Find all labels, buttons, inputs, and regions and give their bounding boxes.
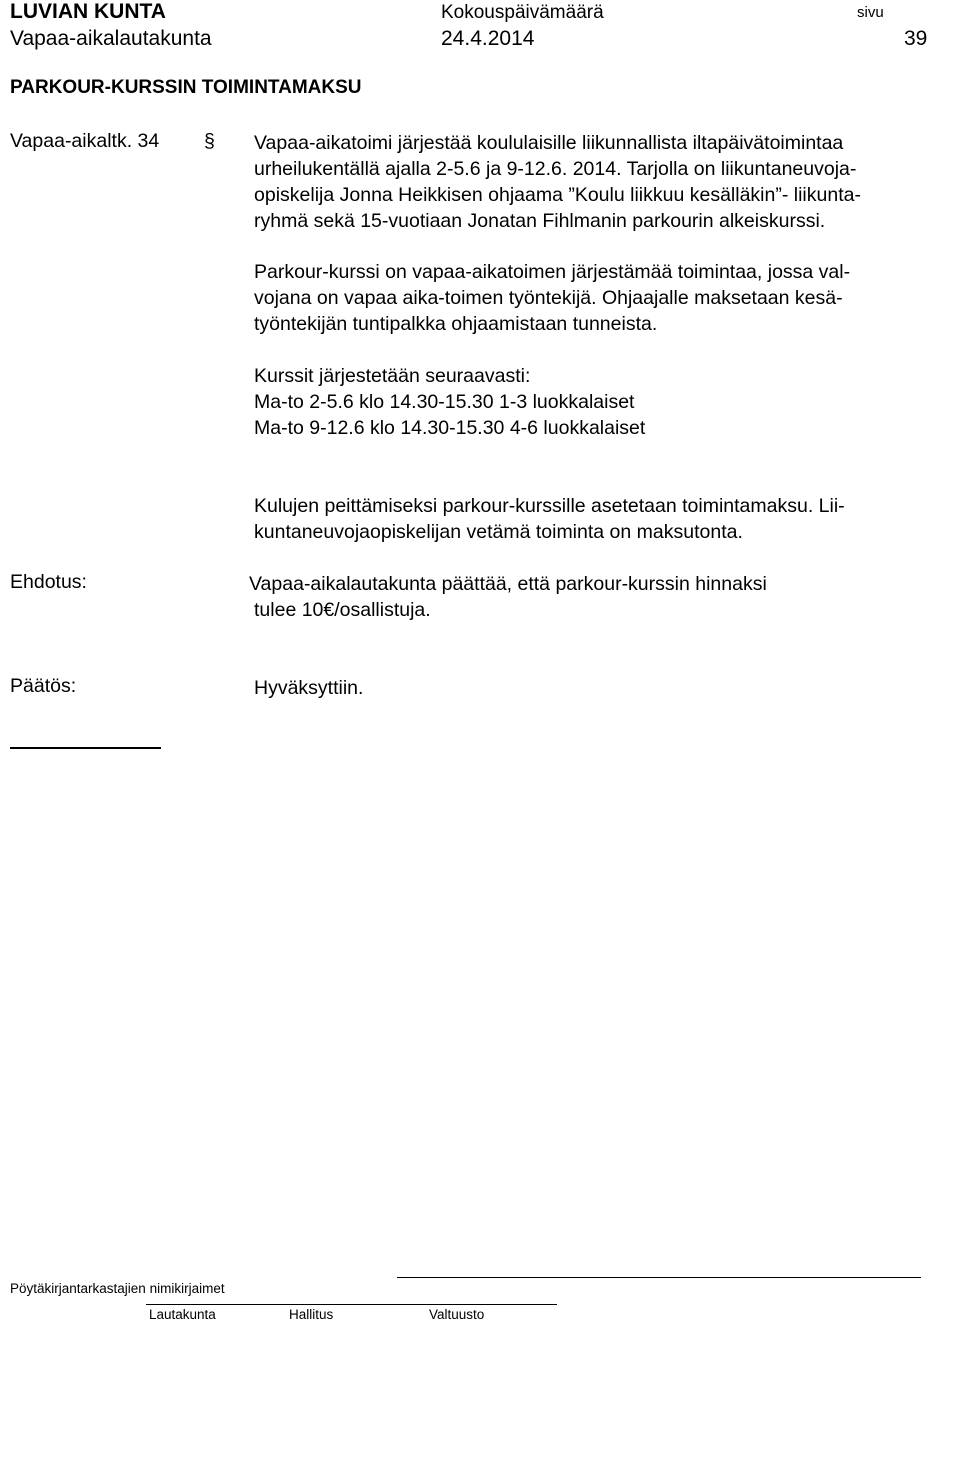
meeting-date: 24.4.2014 [441, 27, 535, 50]
proposal-line: Vapaa-aikalautakunta päättää, että parkour-kurssin hinnaksi [249, 573, 767, 595]
decision-label: Päätös: [10, 675, 77, 697]
paragraph-background [254, 130, 954, 234]
committee-name: Vapaa-aikalautakunta [10, 27, 212, 50]
text-line: Ma-to 2-5.6 klo 14.30-15.30 1-3 luokkalaiset [254, 391, 635, 413]
text-line: vojana on vapaa aika-toimen työntekijä. Ohjaajalle maksetaan kesä- [254, 287, 843, 309]
decision-text: Hyväksyttiin. [254, 677, 364, 699]
footer-col-hallitus: Hallitus [289, 1307, 334, 1322]
paragraph-course-info [254, 259, 954, 337]
footer-rule-bottom [146, 1304, 557, 1305]
text-line: Kurssit järjestetään seuraavasti: [254, 365, 531, 387]
signatures-label: Pöytäkirjantarkastajien nimikirjaimet [10, 1281, 225, 1296]
page-number: 39 [904, 27, 928, 50]
paragraph-fees [254, 493, 954, 545]
page-label: sivu [857, 4, 884, 21]
text-line: ryhmä sekä 15-vuotiaan Jonatan Fihlmanin parkourin alkeiskurssi. [254, 210, 826, 232]
proposal-label: Ehdotus: [10, 571, 87, 593]
footer-col-lautakunta: Lautakunta [149, 1307, 216, 1322]
text-line: opiskelija Jonna Heikkisen ohjaama ”Koulu liikkuu kesälläkin”- liikunta- [254, 184, 861, 206]
text-line: urheilukentällä ajalla 2-5.6 ja 9-12.6. 2014. Tarjolla on liikuntaneuvoja- [254, 158, 857, 180]
organization-name: LUVIAN KUNTA [10, 0, 166, 23]
course-schedule [254, 363, 954, 441]
footer-col-valtuusto: Valtuusto [429, 1307, 485, 1322]
section-title: PARKOUR-KURSSIN TOIMINTAMAKSU [10, 77, 362, 98]
text-line: Parkour-kurssi on vapaa-aikatoimen järjestämää toimintaa, jossa val- [254, 261, 851, 283]
text-line: Ma-to 9-12.6 klo 14.30-15.30 4-6 luokkalaiset [254, 417, 646, 439]
proposal-line: tulee 10€/osallistuja. [254, 599, 431, 621]
paragraph-symbol: § [204, 130, 215, 152]
meeting-date-label: Kokouspäivämäärä [441, 2, 604, 23]
section-reference: Vapaa-aikaltk. 34 [10, 130, 160, 152]
text-line: kuntaneuvojaopiskelijan vetämä toiminta on maksutonta. [254, 521, 743, 543]
text-line: Vapaa-aikatoimi järjestää koululaisille liikunnallista iltapäivätoimintaa [254, 132, 844, 154]
end-rule [10, 747, 161, 749]
footer-rule-top [397, 1277, 921, 1278]
text-line: Kulujen peittämiseksi parkour-kurssille asetetaan toimintamaksu. Lii- [254, 495, 845, 517]
text-line: työntekijän tuntipalkka ohjaamistaan tunneista. [254, 313, 658, 335]
